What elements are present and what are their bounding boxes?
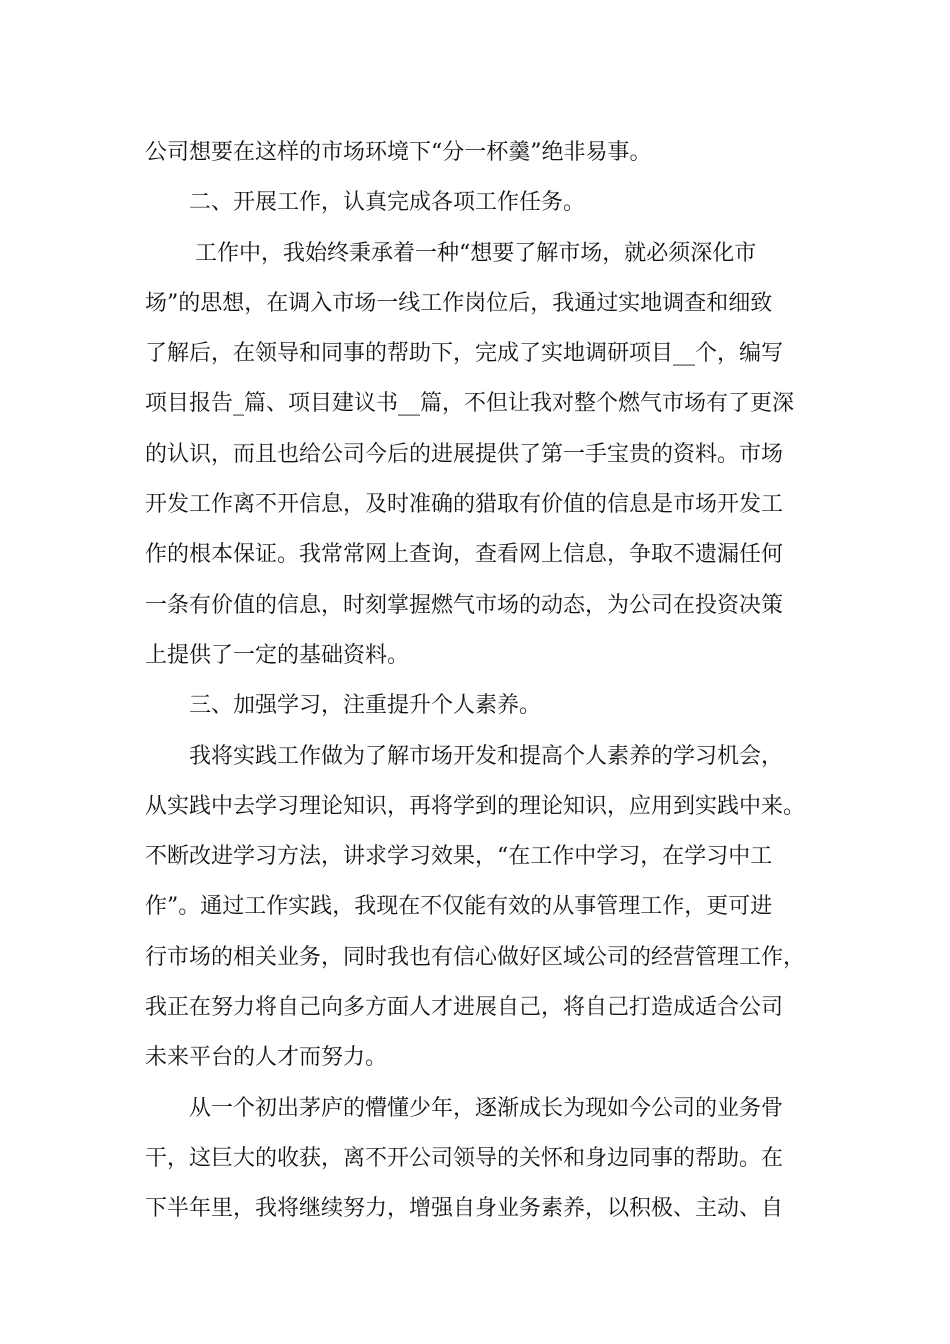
- body-line: 未来平台的人才而努力。: [145, 1045, 388, 1071]
- body-line: 干，这巨大的收获，离不开公司领导的关怀和身边同事的帮助。在: [145, 1145, 784, 1171]
- body-line: 不断改进学习方法，讲求学习效果，“在工作中学习，在学习中工: [145, 844, 773, 870]
- body-line: 下半年里，我将继续努力，增强自身业务素养，以积极、主动、自: [145, 1196, 784, 1222]
- body-line: 从实践中去学习理论知识，再将学到的理论知识，应用到实践中来。: [145, 793, 806, 819]
- body-line: 的认识，而且也给公司今后的进展提供了第一手宝贵的资料。市场: [145, 441, 784, 467]
- document-body: [145, 128, 810, 1235]
- body-line: 行市场的相关业务，同时我也有信心做好区域公司的经营管理工作，: [145, 944, 806, 970]
- body-line: 一条有价值的信息，时刻掌握燃气市场的动态，为公司在投资决策: [145, 592, 784, 618]
- body-line: 项目报告_篇、项目建议书__篇，不但让我对整个燃气市场有了更深: [145, 391, 795, 417]
- body-line: 我正在努力将自己向多方面人才进展自己，将自己打造成适合公司: [145, 995, 784, 1021]
- body-line: 作”。通过工作实践，我现在不仅能有效的从事管理工作，更可进: [145, 894, 773, 920]
- section-heading: 二、开展工作，认真完成各项工作任务。: [189, 190, 586, 216]
- body-line: 作的根本保证。我常常网上查询，查看网上信息，争取不遗漏任何: [145, 542, 784, 568]
- body-line: 了解后，在领导和同事的帮助下，完成了实地调研项目__个，编写: [145, 341, 784, 367]
- paragraph-first-line: 从一个初出茅庐的懵懂少年，逐渐成长为现如今公司的业务骨: [189, 1095, 784, 1121]
- body-line: 上提供了一定的基础资料。: [145, 642, 410, 668]
- paragraph-first-line: 工作中，我始终秉承着一种“想要了解市场，就必须深化市: [195, 240, 757, 266]
- body-line: 开发工作离不开信息，及时准确的猎取有价值的信息是市场开发工: [145, 492, 784, 518]
- body-line: 场”的思想，在调入市场一线工作岗位后，我通过实地调查和细致: [145, 290, 773, 316]
- body-line: 公司想要在这样的市场环境下“分一杯羹”绝非易事。: [145, 140, 652, 165]
- paragraph-first-line: 我将实践工作做为了解市场开发和提高个人素养的学习机会，: [189, 743, 784, 769]
- section-heading: 三、加强学习，注重提升个人素养。: [189, 693, 542, 719]
